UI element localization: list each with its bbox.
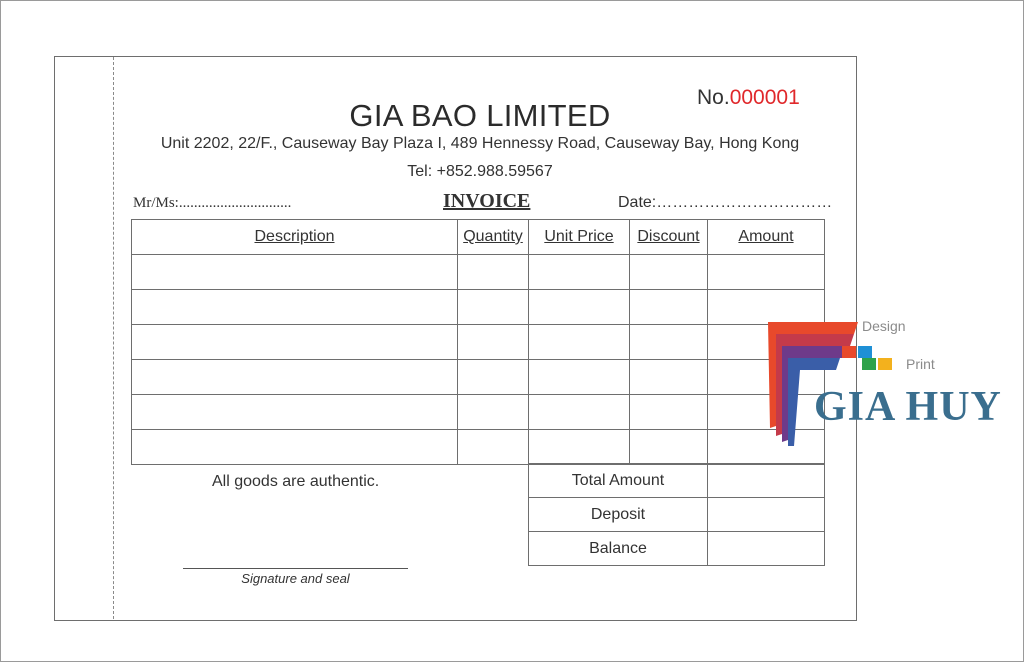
table-cell [132, 255, 458, 290]
table-cell [529, 360, 630, 395]
balance-row [529, 532, 825, 566]
table-cell [458, 360, 529, 395]
table-cell [630, 255, 708, 290]
table-cell [458, 395, 529, 430]
column-header-discount: Discount [630, 220, 708, 255]
table-cell [132, 360, 458, 395]
table-cell [458, 430, 529, 465]
table-cell [529, 325, 630, 360]
invoice-number-prefix: No. [697, 86, 730, 109]
logo-brand-text: GIA HUY [814, 384, 1002, 430]
company-name: GIA BAO LIMITED [349, 98, 611, 133]
perforation-line [113, 57, 114, 619]
invoice-title: INVOICE [443, 190, 531, 212]
column-header-unit-price: Unit Price [529, 220, 630, 255]
table-row [132, 395, 825, 430]
logo-design-text: Design [862, 318, 906, 334]
column-header-amount: Amount [708, 220, 825, 255]
table-cell [529, 290, 630, 325]
table-row [132, 360, 825, 395]
logo-print-text: Print [906, 356, 935, 372]
table-cell [132, 290, 458, 325]
table-cell [630, 290, 708, 325]
table-cell [458, 290, 529, 325]
table-row [132, 255, 825, 290]
column-header-quantity: Quantity [458, 220, 529, 255]
deposit-value [708, 498, 825, 532]
deposit-row [529, 498, 825, 532]
table-cell [132, 325, 458, 360]
invoice-number-value: 000001 [729, 86, 800, 109]
total-amount-value [708, 464, 825, 498]
table-cell [708, 255, 825, 290]
customer-field: Mr/Ms:.............................. [133, 195, 292, 211]
company-address: Unit 2202, 22/F., Causeway Bay Plaza I, 489 Hennessy Road, Causeway Bay, Hong Kong [160, 135, 800, 152]
invoice-number [697, 86, 800, 110]
table-row [132, 430, 825, 465]
table-cell [529, 395, 630, 430]
authenticity-note: All goods are authentic. [212, 473, 380, 490]
table-row [132, 325, 825, 360]
total-amount-row [529, 464, 825, 498]
items-header-row [132, 220, 825, 255]
table-cell [630, 325, 708, 360]
items-table [131, 219, 825, 465]
balance-label: Balance [529, 532, 708, 566]
column-header-description: Description [132, 220, 458, 255]
table-cell [458, 255, 529, 290]
table-cell [458, 325, 529, 360]
table-cell [529, 430, 630, 465]
table-cell [630, 395, 708, 430]
table-cell [630, 360, 708, 395]
totals-table [528, 463, 825, 566]
signature-label: Signature and seal [241, 571, 350, 586]
items-body [132, 255, 825, 465]
deposit-label: Deposit [529, 498, 708, 532]
table-cell [529, 255, 630, 290]
signature-line [183, 568, 408, 569]
table-row [132, 290, 825, 325]
table-cell [132, 395, 458, 430]
table-cell [132, 430, 458, 465]
date-field: Date:…………………………… [618, 194, 833, 211]
table-cell [630, 430, 708, 465]
total-amount-label: Total Amount [529, 464, 708, 498]
balance-value [708, 532, 825, 566]
company-tel: Tel: +852.988.59567 [407, 163, 553, 180]
